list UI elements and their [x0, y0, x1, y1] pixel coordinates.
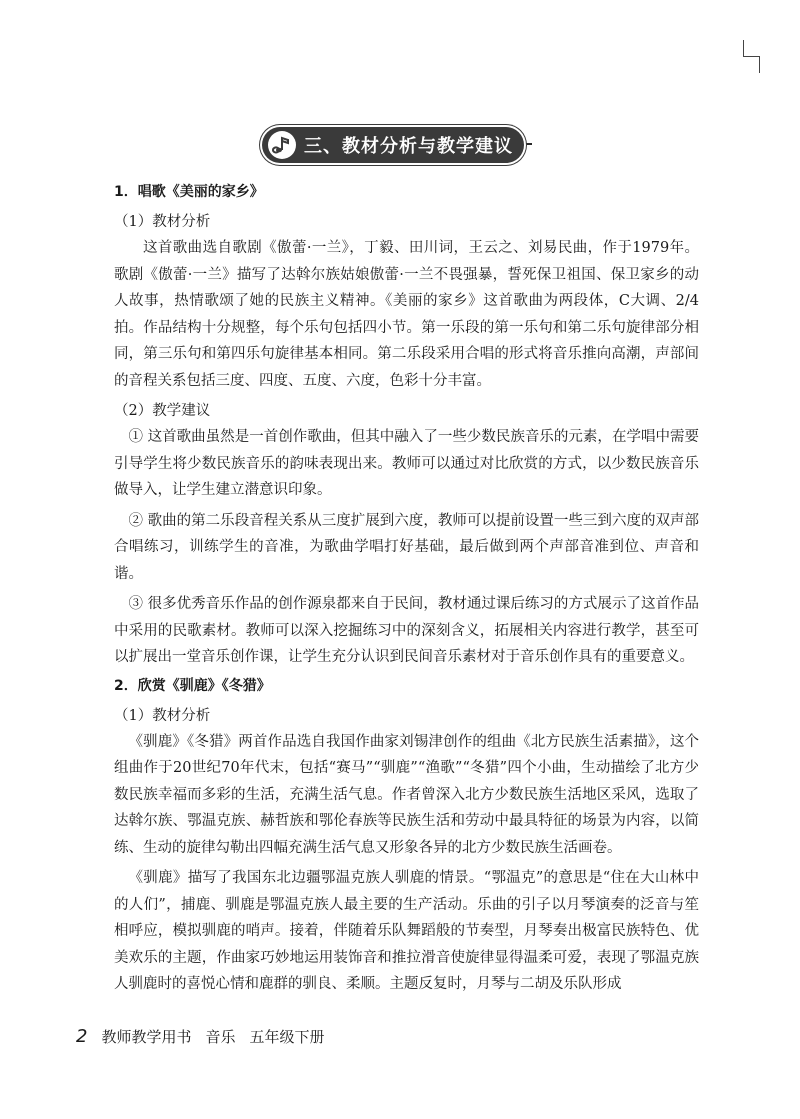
crop-mark [743, 40, 744, 56]
music-note-icon [268, 131, 296, 159]
page-number: 2 [76, 1026, 88, 1047]
paragraph: ③ 很多优秀音乐作品的创作源泉都来自于民间，教材通过课后练习的方式展示了这首作品中采用的民歌素材。教师可以深入挖掘练习中的深刻含义，拓展相关内容进行教学，甚至可以扩展出一堂音乐创作课，让学生充分认识到民间音乐素材对于音乐创作具有的重要意义。 [114, 596, 699, 665]
section-heading: 1．唱歌《美丽的家乡》 [114, 184, 264, 200]
section-heading: 2．欣赏《驯鹿》《冬猎》 [114, 677, 271, 694]
main-content [114, 177, 699, 1002]
subject-label: 音乐 [205, 1028, 236, 1046]
section-title: 三、教材分析与教学建议 [304, 136, 513, 157]
paragraph: ② 歌曲的第二乐段音程关系从三度扩展到六度，教师可以提前设置一些三到六度的双声部合唱练习，训练学生的音准，为歌曲学唱打好基础，最后做到两个声部音准到位、声音和谐。 [114, 512, 699, 582]
paragraph: 《驯鹿》描写了我国东北边疆鄂温克族人驯鹿的情景。“鄂温克”的意思是“住在大山林中的人们”，捕鹿、驯鹿是鄂温克族人最主要的生产活动。乐曲的引子以月琴演奏的泛音与笙相呼应，模拟驯鹿的哨声。接着，伴随着乐队舞蹈般的节奏型，月琴奏出极富民族特色、优美欢乐的主题，作曲家巧妙地运用装饰音和推拉滑音使旋律显得温柔可爱，表现了鄂温克族人驯鹿时的喜悦心情和鹿群的驯良、柔顺。主题反复时，月琴与二胡及乐队形成 [114, 870, 699, 992]
paragraph: 《驯鹿》《冬猎》两首作品选自我国作曲家刘锡津创作的组曲《北方民族生活素描》，这个组曲作于20世纪70年代末，包括“赛马”“驯鹿”“渔歌”“冬猎”四个小曲，生动描绘了北方少数民族幸福而多彩的生活，充满生活气息。作者曾深入北方少数民族生活地区采风，选取了达斡尔族、鄂温克族、赫哲族和鄂伦春族等民族生活和劳动中最具特征的场景为内容，以简练、生动的旋律勾勒出四幅充满生活气息又形象各异的北方少数民族生活画卷。 [114, 733, 699, 856]
page-footer [76, 1026, 325, 1047]
subsection-heading: （1）教材分析 [114, 214, 211, 230]
section-banner [262, 127, 524, 163]
crop-mark-corner [743, 56, 760, 73]
subsection-heading: （2）教学建议 [114, 403, 211, 419]
book-title: 教师教学用书 [101, 1028, 192, 1046]
grade-label: 五年级下册 [249, 1028, 325, 1046]
paragraph: ① 这首歌曲虽然是一首创作歌曲，但其中融入了一些少数民族音乐的元素，在学唱中需要引导学生将少数民族音乐的韵味表现出来。教师可以通过对比欣赏的方式，以少数民族音乐做导入，让学生建立潜意识印象。 [114, 429, 699, 498]
paragraph: 这首歌曲选自歌剧《傲蕾·一兰》，丁毅、田川词，王云之、刘易民曲，作于1979年。歌剧《傲蕾·一兰》描写了达斡尔族姑娘傲蕾·一兰不畏强暴，誓死保卫祖国、保卫家乡的动人故事，热情歌颂了她的民族主义精神。《美丽的家乡》这首歌曲为两段体，C大调、2/4拍。作品结构十分规整，每个乐句包括四小节。第一乐段的第一乐句和第二乐句旋律部分相同，第三乐句和第四乐句旋律基本相同。第二乐段采用合唱的形式将音乐推向高潮，声部间的音程关系包括三度、四度、五度、六度，色彩十分丰富。 [114, 240, 699, 389]
subsection-heading: （1）教材分析 [114, 707, 211, 724]
